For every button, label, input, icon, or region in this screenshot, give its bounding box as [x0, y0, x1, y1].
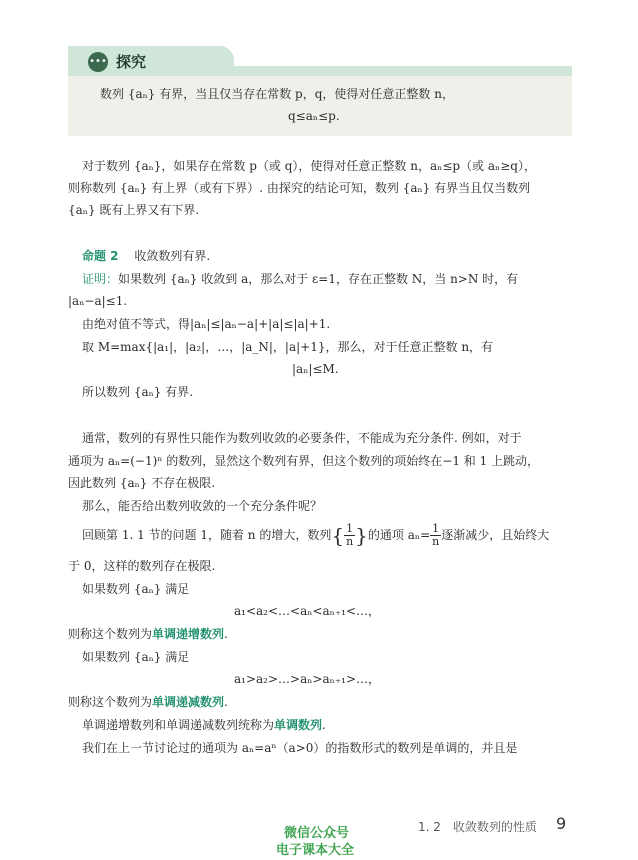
watermark-line-2: 电子课本大全 — [276, 843, 355, 858]
term-monotonic: 单调数列 — [274, 718, 323, 732]
frac-num-b: 1 — [430, 523, 441, 536]
last-line: 我们在上一节讨论过的通项为 aₙ=aⁿ（a>0）的指数形式的数列是单调的，并且是 — [82, 741, 518, 755]
frac-num-a: 1 — [344, 523, 355, 536]
proof-line-4: 取 M=max{|a₁|，|a₂|，…，|a_N|，|a|+1}，那么，对于任意正整数 n，有 — [82, 340, 494, 354]
page-number: 9 — [556, 814, 567, 833]
proposition-line — [82, 248, 210, 264]
right-brace: } — [355, 523, 368, 548]
term-increasing: 单调递增数列 — [152, 627, 225, 641]
explore-title: 探究 — [116, 53, 147, 71]
para2-line-4: 那么，能否给出数列收敛的一个充分条件呢？ — [82, 499, 323, 513]
para1-line-1: 对于数列 {aₙ}，如果存在常数 p（或 q），使得对任意正整数 n，aₙ≤p（或 aₙ≥q）， — [82, 159, 536, 173]
mono-line — [82, 717, 326, 733]
para2-line-6: 于 0，这样的数列存在极限. — [68, 559, 216, 573]
para2-text-5b: 的通项 aₙ= — [367, 528, 431, 542]
para2-text-5c: 逐渐减少，且始终大 — [441, 528, 550, 542]
watermark-line-1: 微信公众号 — [284, 826, 350, 841]
inc-line-3 — [68, 626, 228, 642]
frac-den-b: n — [432, 535, 440, 548]
proof-line-1 — [82, 271, 518, 287]
fraction-1-over-n-a — [344, 523, 355, 548]
proof-line-6: 所以数列 {aₙ} 有界. — [82, 385, 194, 399]
speech-bubble-icon: ••• — [88, 52, 108, 72]
dec-line-3 — [68, 694, 228, 710]
proof-line-5: |aₙ|≤M. — [292, 362, 339, 376]
para1-line-3: {aₙ} 既有上界又有下界. — [68, 203, 200, 217]
para2-line-1: 通常，数列的有界性只能作为数列收敛的必要条件，不能成为充分条件. 例如，对于 — [82, 431, 522, 445]
proof-line-3: 由绝对值不等式，得|aₙ|≤|aₙ−a|+|a|≤|a|+1. — [82, 317, 331, 331]
inc-text-a: 则称这个数列为 — [68, 627, 153, 641]
proof-line-2: |aₙ−a|≤1. — [68, 294, 128, 308]
mono-text-a: 单调递增数列和单调递减数列统称为 — [82, 718, 275, 732]
dec-text-b: . — [224, 695, 228, 709]
para2-text-5a: 回顾第 1. 1 节的问题 1，随着 n 的增大，数列 — [82, 528, 332, 542]
footer-section-title: 1. 2 收敛数列的性质 — [418, 820, 537, 834]
para2-line-5 — [82, 520, 549, 551]
proposition-text: 收敛数列有界. — [134, 249, 211, 263]
explore-line-2: q≤aₙ≤p. — [288, 109, 340, 123]
proof-label: 证明： — [82, 272, 119, 286]
frac-den-a: n — [346, 535, 354, 548]
dec-formula: a₁>a₂>…>aₙ>aₙ₊₁>…， — [234, 672, 381, 686]
dec-line-1: 如果数列 {aₙ} 满足 — [82, 650, 190, 664]
para2-line-3: 因此数列 {aₙ} 不存在极限. — [68, 476, 216, 490]
inc-line-1: 如果数列 {aₙ} 满足 — [82, 582, 190, 596]
para2-line-2: 通项为 aₙ=(−1)ⁿ 的数列，显然这个数列有界，但这个数列的项始终在−1 和 1 上跳动， — [68, 454, 540, 468]
inc-formula: a₁<a₂<…<aₙ<aₙ₊₁<…， — [234, 604, 381, 618]
term-decreasing: 单调递减数列 — [152, 695, 225, 709]
proof-text-1: 如果数列 {aₙ} 收敛到 a，那么对于 ε=1，存在正整数 N，当 n>N 时，有 — [118, 272, 519, 286]
left-brace: { — [331, 523, 345, 548]
proposition-label: 命题 2 — [82, 249, 119, 263]
inc-text-b: . — [224, 627, 228, 641]
dec-text-a: 则称这个数列为 — [68, 695, 153, 709]
para1-line-2: 则称数列 {aₙ} 有上界（或有下界）. 由探究的结论可知，数列 {aₙ} 有界当且仅当数列 — [68, 181, 531, 195]
explore-line-1: 数列 {aₙ} 有界，当且仅当存在常数 p，q，使得对任意正整数 n， — [100, 87, 454, 101]
fraction-1-over-n-b — [430, 523, 441, 548]
mono-text-b: . — [322, 718, 326, 732]
explore-box — [68, 76, 572, 136]
